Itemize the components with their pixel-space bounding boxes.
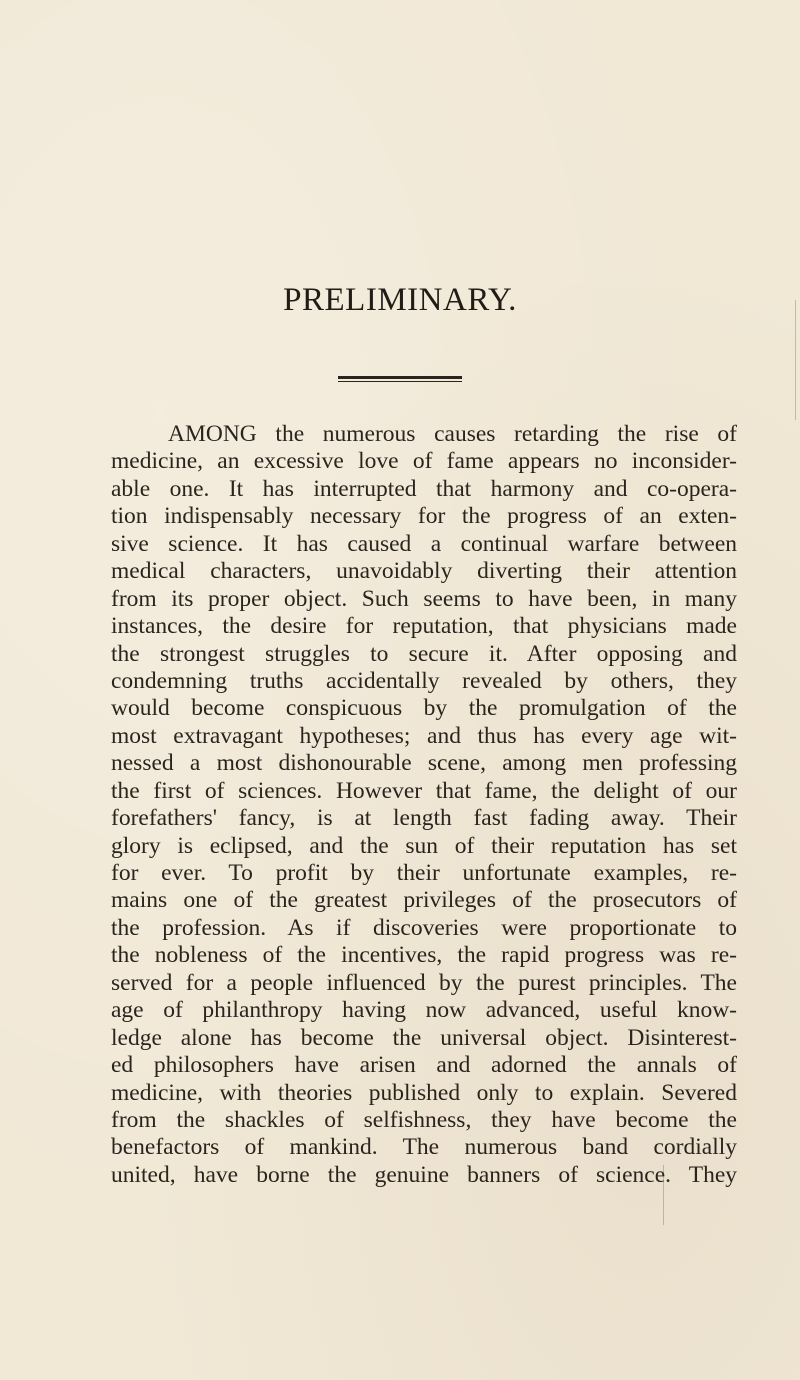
text-line: forefathers' fancy, is at length fast fading away. Their — [111, 805, 737, 832]
text-line: instances, the desire for reputation, that physicians made — [111, 613, 737, 640]
text-line: would become conspicuous by the promulgation of the — [111, 695, 737, 722]
text-line: most extravagant hypotheses; and thus has every age wit- — [111, 722, 737, 749]
text-line: served for a people influenced by the purest principles. The — [111, 969, 737, 996]
text-line: the nobleness of the incentives, the rapid progress was re- — [111, 942, 737, 969]
paper-mark — [795, 300, 796, 420]
text-line: ledge alone has become the universal object. Disinterest- — [111, 1024, 737, 1051]
text-line: from its proper object. Such seems to have been, in many — [111, 585, 737, 612]
text-line: medicine, with theories published only to explain. Severed — [111, 1079, 737, 1106]
text-line: tion indispensably necessary for the progress of an exten- — [111, 503, 737, 530]
text-line: age of philanthropy having now advanced, useful know- — [111, 997, 737, 1024]
text-line: mains one of the greatest privileges of the prosecutors of — [111, 887, 737, 914]
text-line: ed philosophers have arisen and adorned the annals of — [111, 1052, 737, 1079]
title-rule — [338, 376, 462, 382]
body-paragraph — [111, 421, 737, 1189]
text-line: united, have borne the genuine banners of science. They — [111, 1161, 737, 1188]
text-line: sive science. It has caused a continual warfare between — [111, 530, 737, 557]
page-title: PRELIMINARY. — [283, 282, 517, 318]
text-line: the first of sciences. However that fame, the delight of our — [111, 777, 737, 804]
text-line: medicine, an excessive love of fame appears no inconsider- — [111, 448, 737, 475]
text-line: nessed a most dishonourable scene, among men professing — [111, 750, 737, 777]
text-line: the profession. As if discoveries were proportionate to — [111, 914, 737, 941]
text-line: benefactors of mankind. The numerous band cordially — [111, 1134, 737, 1161]
text-line: glory is eclipsed, and the sun of their reputation has set — [111, 832, 737, 859]
paper-mark — [663, 1165, 664, 1225]
text-line: the strongest struggles to secure it. After opposing and — [111, 640, 737, 667]
text-line: condemning truths accidentally revealed by others, they — [111, 667, 737, 694]
text-line: medical characters, unavoidably diverting their attention — [111, 558, 737, 585]
text-line: from the shackles of selfishness, they have become the — [111, 1106, 737, 1133]
text-line: for ever. To profit by their unfortunate examples, re- — [111, 860, 737, 886]
text-line: able one. It has interrupted that harmony and co-opera- — [111, 475, 737, 502]
text-line: AMONG the numerous causes retarding the rise of — [168, 421, 737, 447]
